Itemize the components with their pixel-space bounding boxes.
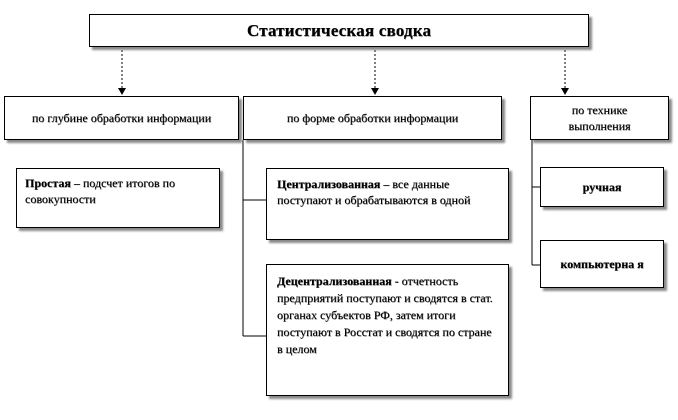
category-form-label: по форме обработки информации: [286, 111, 459, 125]
category-technique-box: [530, 96, 669, 140]
technique-item-manual-label: ручная: [582, 180, 622, 194]
form-item-decentralized: [266, 264, 509, 396]
form-item-centralized: [266, 168, 509, 240]
arrowhead-form: [371, 88, 379, 95]
form-item-decentralized-desc: - отчетность предприятий поступают и сводятся в стат. органах субъектов РФ, затем итоги поступают в Росстат и сводятся по стране в целом: [277, 274, 493, 356]
depth-item-desc: – подсчет итогов по совокупности: [25, 176, 175, 206]
category-depth-label: по глубине обработки информации: [31, 111, 212, 125]
technique-item-computer-label: компьютерна я: [560, 257, 644, 271]
title-text: Статистическая сводка: [246, 20, 432, 40]
technique-item-manual: [540, 167, 664, 207]
form-item-decentralized-term: Децентрализованная: [277, 274, 392, 288]
form-item-centralized-term: Централизованная: [277, 177, 381, 191]
technique-item-computer: [540, 240, 664, 288]
arrowhead-technique: [561, 88, 569, 95]
category-form-box: [243, 96, 502, 140]
category-technique-label: по технике выполнения: [568, 103, 631, 133]
title-box: [89, 14, 589, 47]
category-depth-box: [4, 96, 239, 140]
depth-item-term: Простая: [25, 176, 71, 190]
arrowhead-depth: [118, 88, 126, 95]
form-item-centralized-desc: – все данные поступают и обрабатываются в одной: [277, 177, 471, 207]
depth-item-simple: [16, 168, 220, 228]
